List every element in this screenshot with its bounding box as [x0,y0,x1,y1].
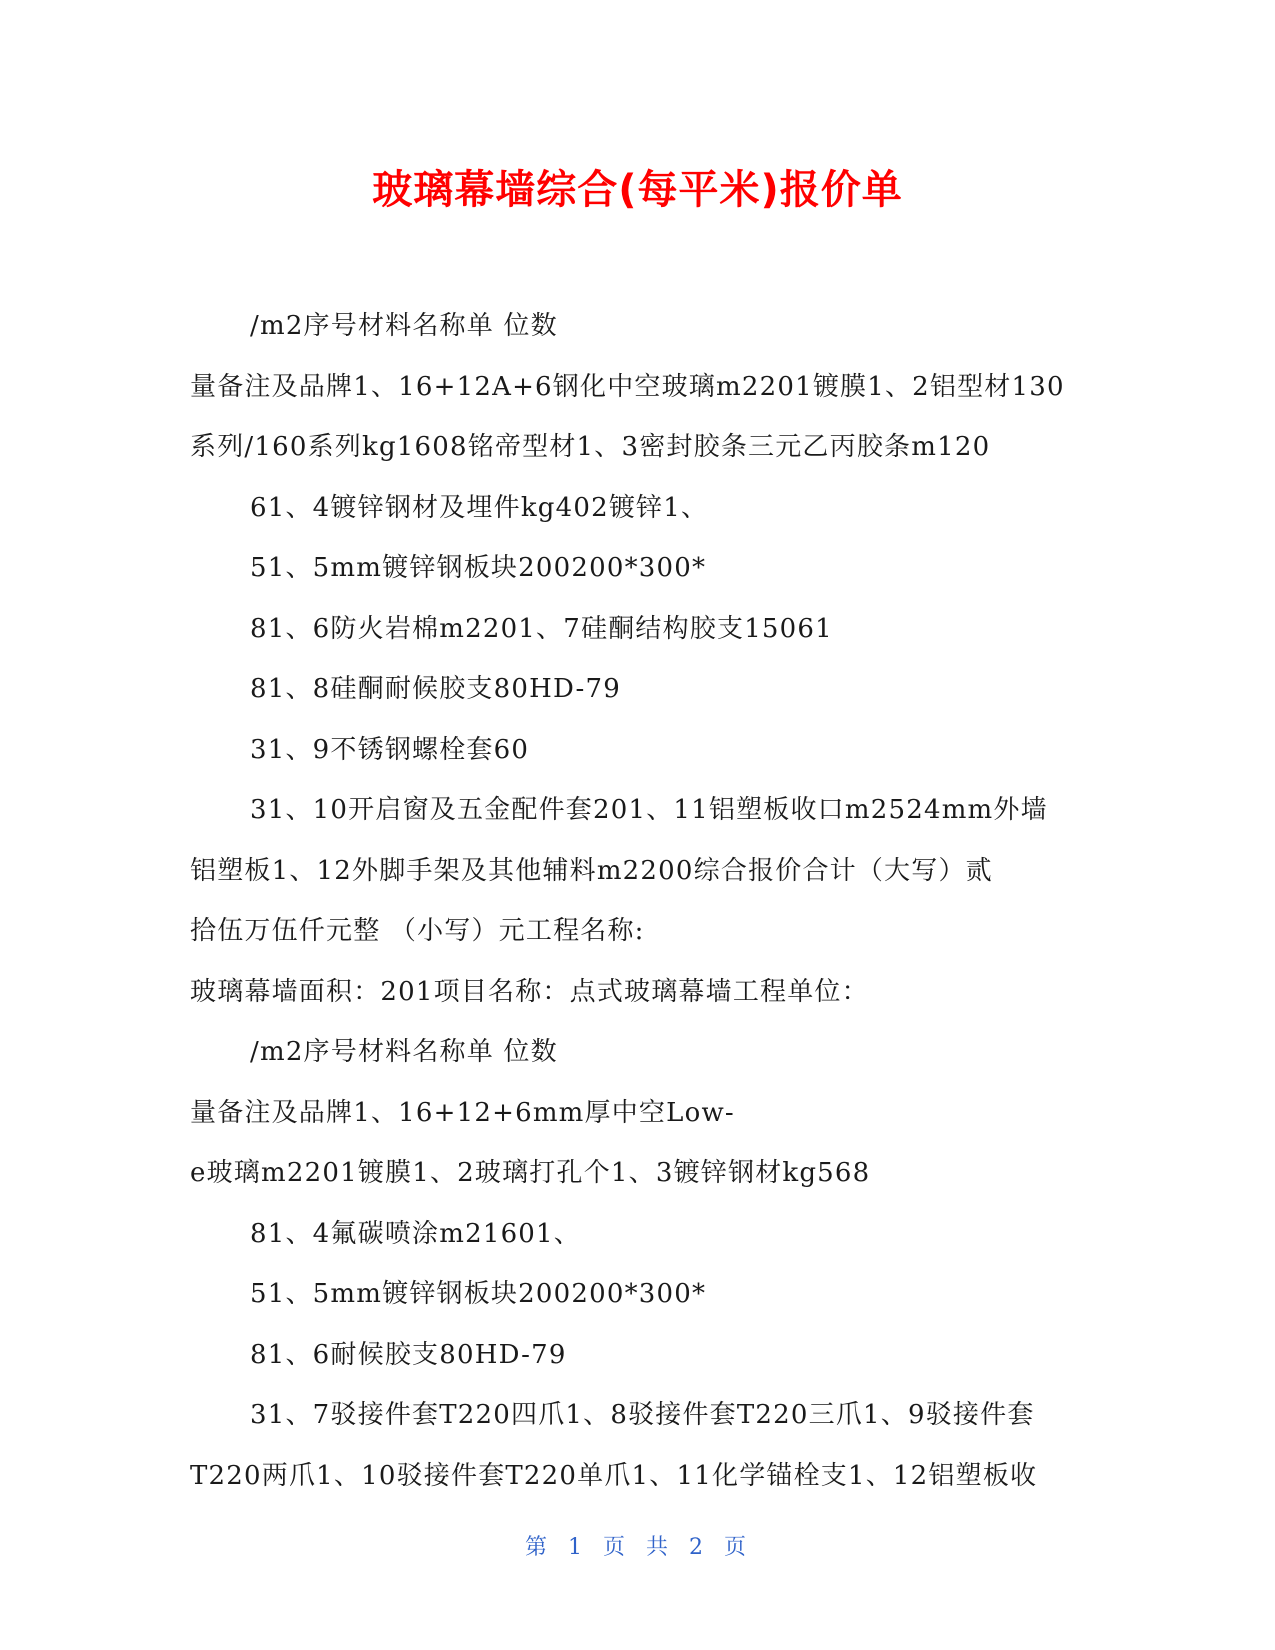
text-line: T220两爪1、10驳接件套T220单爪1、11化学锚栓支1、12铝塑板收 [190,1460,1038,1491]
text-line: 51、5mm镀锌钢板块200200*300* [250,553,707,583]
text-line: 61、4镀锌钢材及埋件kg402镀锌1、 [250,492,709,523]
text-line: /m2序号材料名称单 位数 [250,1037,558,1067]
text-line: 51、5mm镀锌钢板块200200*300* [250,1279,707,1309]
text-line: 81、8硅酮耐候胶支80HD-79 [250,674,621,704]
text-line: 量备注及品牌1、16+12+6mm厚中空Low- [190,1097,735,1128]
text-line: 81、4氟碳喷涂m21601、 [250,1218,581,1249]
text-line: 拾伍万伍仟元整 （小写）元工程名称: [190,916,645,946]
text-line: e玻璃m2201镀膜1、2玻璃打孔个1、3镀锌钢材kg568 [190,1158,871,1188]
text-line: 铝塑板1、12外脚手架及其他辅料m2200综合报价合计（大写）贰 [190,855,993,886]
document-title: 玻璃幕墙综合(每平米)报价单 [372,167,903,213]
text-line: 81、6防火岩棉m2201、7硅酮结构胶支15061 [250,613,833,644]
text-line: 系列/160系列kg1608铭帝型材1、3密封胶条三元乙丙胶条m120 [190,432,991,462]
text-line: /m2序号材料名称单 位数 [250,311,558,341]
text-line: 量备注及品牌1、16+12A+6钢化中空玻璃m2201镀膜1、2铝型材130 [190,371,1065,402]
page-indicator: 第 1 页 共 2 页 [525,1535,750,1560]
text-line: 31、9不锈钢螺栓套60 [250,734,530,765]
text-line: 81、6耐候胶支80HD-79 [250,1339,567,1370]
document-body [190,296,1090,1506]
text-line: 31、7驳接件套T220四爪1、8驳接件套T220三爪1、9驳接件套 [250,1400,1035,1430]
text-line: 31、10开启窗及五金配件套201、11铝塑板收口m2524mm外墙 [250,795,1048,825]
text-line: 玻璃幕墙面积：201项目名称：点式玻璃幕墙工程单位： [190,976,869,1007]
